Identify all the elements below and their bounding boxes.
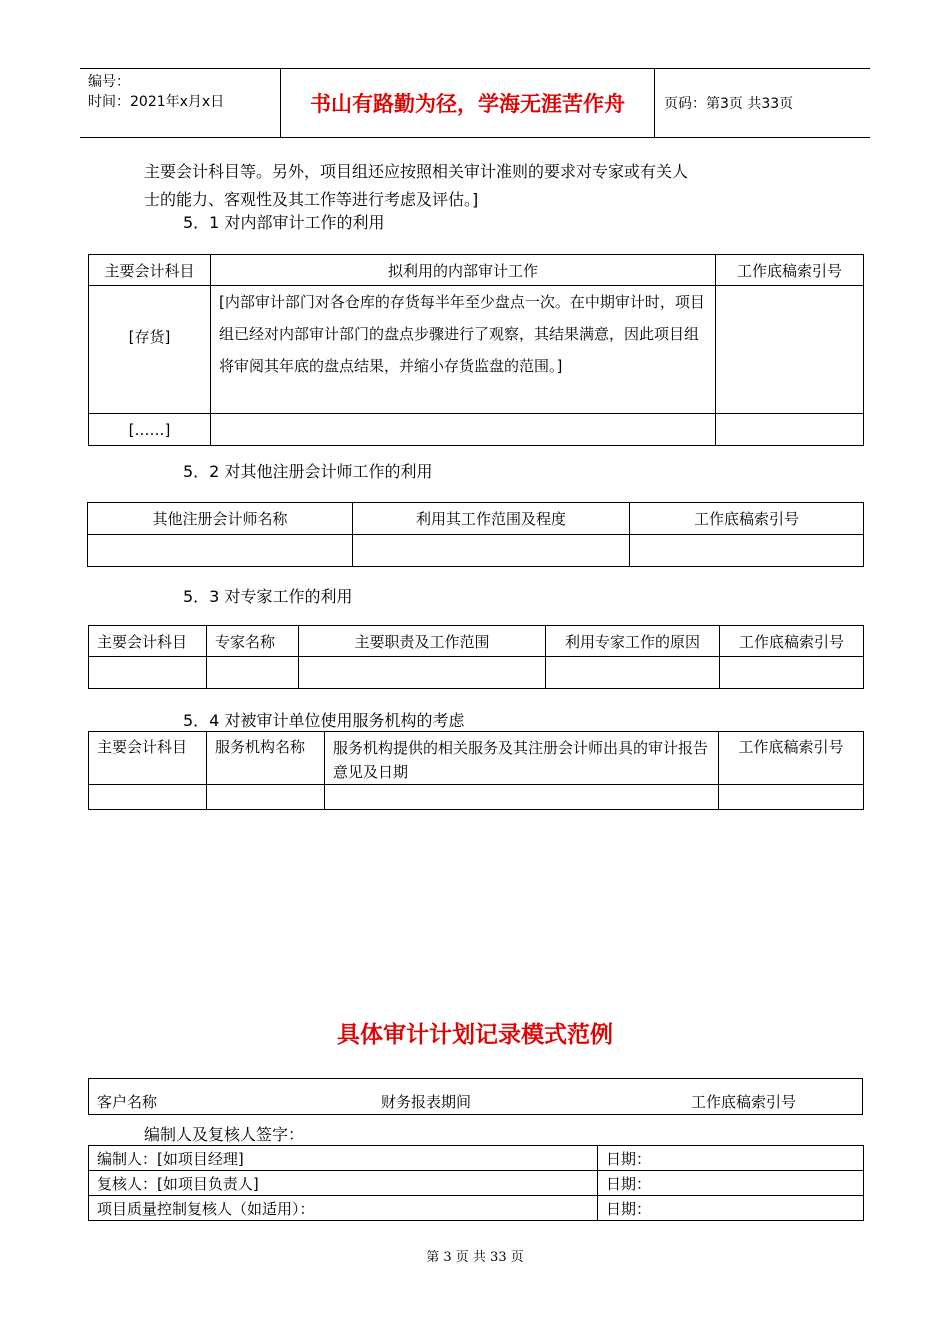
empty-cell <box>353 535 630 567</box>
signature-row <box>89 1146 864 1171</box>
empty-cell <box>719 785 864 810</box>
intro-line-2: 士的能力、客观性及其工作等进行考虑及评估。] <box>144 190 479 209</box>
column-header: 其他注册会计师名称 <box>88 503 353 535</box>
signature-row <box>89 1196 864 1221</box>
section-5-4-title: 5．4 对被审计单位使用服务机构的考虑 <box>183 711 465 730</box>
table-header-row <box>89 255 864 286</box>
column-header: 工作底稿索引号 <box>630 503 864 535</box>
column-header: 主要会计科目 <box>89 732 207 785</box>
empty-cell <box>89 785 207 810</box>
empty-cell <box>207 657 299 689</box>
table-row <box>89 785 864 810</box>
table-row <box>89 657 864 689</box>
sign-title: 编制人及复核人签字： <box>144 1125 305 1144</box>
qc-reviewer-label: 项目质量控制复核人（如适用）： <box>89 1196 598 1221</box>
column-header: 利用专家工作的原因 <box>546 626 720 657</box>
empty-cell <box>630 535 864 567</box>
table-row <box>89 414 864 446</box>
work-cell: [内部审计部门对各仓库的存货每半年至少盘点一次。在中期审计时，项目组已经对内部审计部门的盘点步骤进行了观察，其结果满意，因此项目组将审阅其年底的盘点结果，并缩小存货监盘的范围。] <box>211 286 716 414</box>
account-cell: [存货] <box>89 286 211 414</box>
column-header: 工作底稿索引号 <box>719 732 864 785</box>
column-header: 工作底稿索引号 <box>716 255 864 286</box>
index-label: 工作底稿索引号 <box>691 1093 797 1111</box>
table-header-row <box>89 732 864 785</box>
index-cell <box>716 414 864 446</box>
preparer-label: 编制人：[如项目经理] <box>89 1146 598 1171</box>
page-header <box>80 68 870 138</box>
date-label: 日期： <box>598 1146 864 1171</box>
client-info-box <box>88 1078 863 1115</box>
date-label: 日期： <box>598 1171 864 1196</box>
column-header: 拟利用的内部审计工作 <box>211 255 716 286</box>
empty-cell <box>720 657 864 689</box>
index-cell <box>716 286 864 414</box>
work-cell <box>211 414 716 446</box>
plan-title: 具体审计计划记录模式范例 <box>337 1022 613 1048</box>
page-footer: 第 3 页 共 33 页 <box>426 1250 524 1265</box>
document-number: 编号： <box>88 74 130 90</box>
table-row <box>89 286 864 414</box>
internal-audit-table <box>88 254 864 446</box>
expert-table <box>88 625 864 689</box>
column-header: 服务机构提供的相关服务及其注册会计师出具的审计报告意见及日期 <box>325 732 719 785</box>
document-time: 时间：2021年x月x日 <box>88 94 225 110</box>
column-header: 专家名称 <box>207 626 299 657</box>
column-header: 主要职责及工作范围 <box>299 626 546 657</box>
intro-line-1: 主要会计科目等。另外，项目组还应按照相关审计准则的要求对专家或有关人 <box>144 162 689 181</box>
signature-row <box>89 1171 864 1196</box>
reviewer-label: 复核人：[如项目负责人] <box>89 1171 598 1196</box>
column-header: 利用其工作范围及程度 <box>353 503 630 535</box>
table-header-row <box>89 626 864 657</box>
table-header-row <box>88 503 864 535</box>
column-header: 工作底稿索引号 <box>720 626 864 657</box>
empty-cell <box>88 535 353 567</box>
section-5-1-title: 5．1 对内部审计工作的利用 <box>183 213 385 232</box>
column-header: 主要会计科目 <box>89 626 207 657</box>
column-header: 服务机构名称 <box>207 732 325 785</box>
empty-cell <box>299 657 546 689</box>
column-header: 主要会计科目 <box>89 255 211 286</box>
intro-paragraph <box>144 158 824 214</box>
service-org-table <box>88 731 864 810</box>
header-page-info: 页码：第3页 共33页 <box>664 96 794 112</box>
empty-cell <box>89 657 207 689</box>
section-5-3-title: 5．3 对专家工作的利用 <box>183 587 353 606</box>
period-label: 财务报表期间 <box>381 1093 472 1111</box>
other-cpa-table <box>87 502 864 567</box>
empty-cell <box>546 657 720 689</box>
account-cell: [……] <box>89 414 211 446</box>
empty-cell <box>207 785 325 810</box>
signature-table <box>88 1145 864 1221</box>
date-label: 日期： <box>598 1196 864 1221</box>
client-name-label: 客户名称 <box>97 1093 158 1111</box>
header-motto: 书山有路勤为径，学海无涯苦作舟 <box>280 69 655 137</box>
section-5-2-title: 5．2 对其他注册会计师工作的利用 <box>183 462 433 481</box>
header-meta <box>88 72 224 112</box>
table-row <box>88 535 864 567</box>
empty-cell <box>325 785 719 810</box>
